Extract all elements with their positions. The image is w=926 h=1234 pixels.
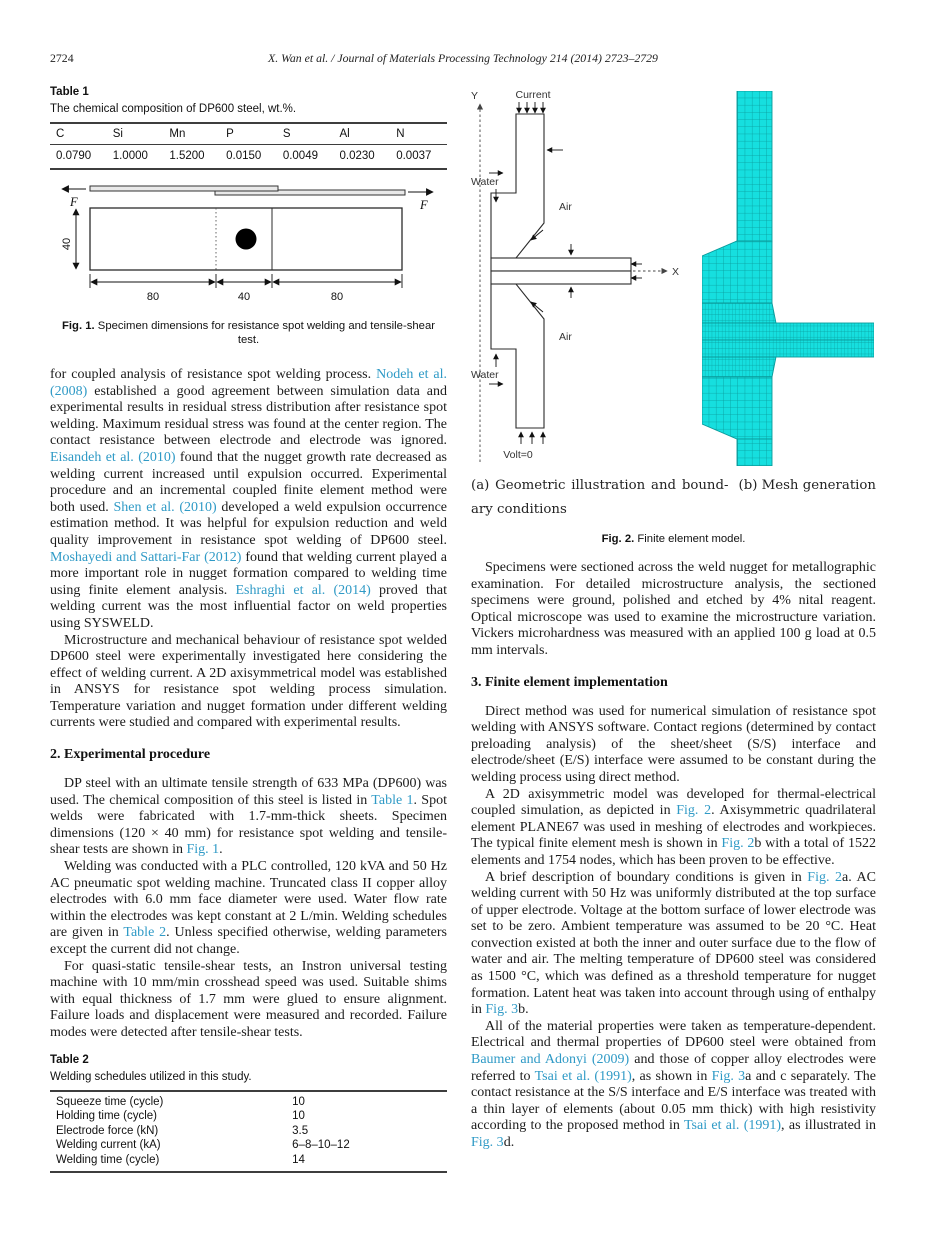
paragraph-exp-2 — [50, 859, 447, 959]
text-run: b with a total of 1522 elements and 1754 nodes, which has been proven to be effective. — [471, 836, 876, 868]
table1-cell: 1.0000 — [112, 150, 148, 162]
section-heading-2: 2. Experimental procedure — [50, 747, 211, 763]
paragraph-specimens: Specimens were sectioned across the weld nugget for metallographic examination. For detailed microstructure analysis, the sectioned specimens were ground, polished and etched by 4% nital reagent. Optical microscope was used to examine the microstructure variation. Vickers microhardness was measured with an applied 100 g load at 0.5 mm intervals. — [471, 560, 876, 658]
table2-param: Welding time (cycle) — [56, 1153, 160, 1166]
table1-cell: 1.5200 — [169, 150, 205, 162]
paragraph-fem-3 — [471, 870, 876, 1019]
table2-row — [50, 1138, 447, 1153]
table2-value: 10 — [292, 1110, 305, 1123]
text-run: found that welding current played a more important role in nugget formation compared to welding time using finite element analysis. — [50, 549, 447, 598]
table2-caption: Welding schedules utilized in this study. — [50, 1070, 252, 1083]
mesh-lower-flange — [702, 377, 772, 439]
citation-link[interactable]: Baumer and Adonyi (2009) — [471, 1052, 630, 1068]
fig2-subcaption-a — [471, 474, 729, 522]
table1-cell: 0.0037 — [396, 150, 432, 162]
fig2-subcaption-a-line1: (a) Geometric illustration and bound- — [471, 478, 729, 493]
text-run: A brief description of boundary conditions is given in — [485, 869, 808, 885]
upper-sheet — [90, 186, 278, 191]
fig2-panel-a — [471, 88, 686, 466]
table2-value: 14 — [292, 1153, 305, 1166]
upper-workpiece-sheet — [491, 258, 631, 271]
text-run: a and c separately. The contact resistance at the S/S interface and E/S interface was treated with a thin layer of elements (about 0.05 mm thick) with high resistivity according to the proposed method in — [471, 1068, 876, 1134]
table2-block — [50, 1054, 447, 1173]
table1-col: Al — [339, 128, 350, 140]
table1-col: S — [282, 128, 291, 140]
fig1-caption-label: Fig. 1. — [62, 320, 95, 332]
fig2-caption-label: Fig. 2. — [601, 533, 635, 545]
lower-workpiece-sheet — [491, 271, 631, 284]
citation-link[interactable]: Eisandeh et al. (2010) — [50, 449, 176, 465]
table2-row — [50, 1124, 447, 1139]
mesh-lower-column — [737, 439, 772, 466]
fig2-subcaption-b: (b) Mesh generation — [738, 478, 876, 493]
fig2-panels — [471, 88, 876, 466]
mesh-upper-column — [737, 91, 772, 242]
table2-param: Welding current (kA) — [56, 1139, 161, 1152]
fig2-caption-text: Finite element model. — [637, 533, 746, 545]
air-label-lower: Air — [559, 331, 572, 343]
dim-label-left: 80 — [146, 291, 160, 303]
dim-label-mid: 40 — [237, 291, 251, 303]
table2-value: 6–8–10–12 — [292, 1139, 350, 1152]
mesh-upper-flange — [702, 241, 772, 303]
running-header — [50, 51, 876, 66]
table2-row — [50, 1109, 447, 1124]
fig2-subcaptions — [471, 474, 876, 522]
text-run: . — [219, 842, 223, 858]
paragraph-intro-1 — [50, 367, 447, 633]
citation-link[interactable]: Tsai et al. (1991) — [683, 1118, 782, 1134]
table2-param: Squeeze time (cycle) — [56, 1095, 164, 1108]
citation-link[interactable]: Fig. 2 — [807, 869, 843, 885]
figure-1 — [50, 182, 447, 347]
mesh-lower-sheet — [702, 340, 874, 357]
text-run: All of the material properties were taken as temperature-dependent. Electrical and thermal properties of DP600 steel were obtained from — [471, 1018, 876, 1051]
weld-nugget-dot — [236, 229, 257, 250]
text-run: A 2D axisymmetric model was developed for thermal-electrical coupled simulation, as depicted in — [471, 786, 876, 819]
volt-label: Volt=0 — [503, 449, 533, 461]
text-run: DP steel with an ultimate tensile strength of 633 MPa (DP600) was used. The chemical composition of this steel is listed in — [50, 776, 447, 808]
citation-link[interactable]: Fig. 3 — [711, 1068, 746, 1084]
lower-electrode-outline — [491, 284, 544, 428]
text-run: , as illustrated in — [781, 1118, 876, 1134]
table1 — [50, 122, 447, 170]
fig1-drawing — [50, 182, 447, 306]
paragraph-fem-1: Direct method was used for numerical simulation of resistance spot welding with ANSYS software. Contact regions (determined by contact preloading analysis) of the sheet/sheet (S/S) interface and electrode/sheet (E/S) interface were assumed to be constant during the welding process using direct method. — [471, 703, 876, 785]
mesh-lower-taper — [702, 357, 776, 377]
figure-2 — [471, 88, 876, 546]
page-number: 2724 — [50, 51, 74, 65]
text-run: , as shown in — [631, 1068, 712, 1084]
text-run: and those of copper alloy electrodes were referred to — [471, 1052, 876, 1084]
text-run: a. AC welding current with 50 Hz was uniformly distributed at the top surface of upper electrode. Voltage at the bottom surface of lower electrode was set to be zero. Ambient temperature was assumed to be 20 °C. Heat convection existed at both the inner and outer surface due to the flow of water and air. The melting temperature of DP600 steel was considered as 1500 °C, which was defined as a threshold temperature for nugget formation. Latent heat was taken into account through using of enthalpy in — [471, 869, 876, 1018]
y-axis-label: Y — [471, 90, 479, 102]
text-run: . Unless specified otherwise, welding parameters except the current did not change. — [50, 925, 447, 957]
table1-col: Mn — [169, 128, 186, 140]
citation-link[interactable]: Table 2 — [123, 925, 167, 941]
air-label-upper: Air — [559, 201, 572, 213]
table2-param: Electrode force (kN) — [56, 1124, 159, 1137]
citation-link[interactable]: Fig. 2 — [676, 803, 712, 819]
force-label-left: F — [70, 195, 78, 209]
water-label-lower: Water — [471, 369, 499, 381]
table1-block — [50, 86, 447, 170]
text-run: . Axisymmetric quadrilateral element PLANE67 was used in meshing of electrodes and workpieces. The typical finite element mesh is shown in — [471, 803, 876, 852]
table1-header-row — [50, 123, 447, 145]
paragraph-exp-1 — [50, 776, 447, 859]
citation-link[interactable]: Fig. 1 — [186, 842, 220, 858]
table2-value: 3.5 — [292, 1124, 309, 1137]
paragraph-exp-3: For quasi-static tensile-shear tests, an Instron universal testing machine with 10 mm/min crosshead speed was used. Suitable shims with equal thickness of 1.7 mm were glued to ensure alignment. Failure loads and displacement were measured and recorded. Failure modes were detected after tensile-shear tests. — [50, 958, 447, 1040]
force-label-right: F — [420, 198, 428, 212]
table2-row — [50, 1091, 447, 1110]
mesh-upper-taper — [702, 303, 776, 323]
paragraph-fem-4 — [471, 1019, 876, 1152]
left-column — [50, 86, 447, 1173]
x-axis-label: X — [672, 266, 680, 278]
table2 — [50, 1090, 447, 1173]
fig2-subcaption-a-line2: ary conditions — [471, 502, 567, 517]
fig2-caption — [471, 532, 876, 546]
citation-link[interactable]: Fig. 2 — [721, 836, 755, 852]
citation-link[interactable]: Moshayedi and Sattari-Far (2012) — [50, 549, 242, 565]
citation-link[interactable]: Tsai et al. (1991) — [534, 1068, 632, 1084]
height-dim-label: 40 — [61, 237, 73, 251]
table1-cell: 0.0790 — [56, 150, 92, 162]
table1-col: Si — [112, 128, 123, 140]
table1-cell: 0.0230 — [339, 150, 375, 162]
text-run: proved that welding current was the most influential factor on weld properties using SYSWELD. — [50, 582, 448, 631]
two-column-body — [50, 86, 876, 1173]
text-run: developed a weld expulsion occurrence estimation method. It was helpful for expulsion reduction and weld quality improvement in resistance spot welding of DP600 steel. — [50, 499, 448, 548]
citation-link[interactable]: Fig. 3 — [471, 1135, 504, 1150]
upper-electrode-outline — [491, 114, 544, 258]
table2-label: Table 2 — [50, 1053, 89, 1066]
table1-value-row — [50, 145, 447, 170]
table1-label: Table 1 — [50, 86, 89, 98]
citation-link[interactable]: Shen et al. (2010) — [113, 499, 217, 515]
citation-link[interactable]: Table 1 — [371, 792, 414, 808]
text-run: established a good agreement between simulation data and experimental results in residual stress distribution after resistance spot welding. Maximum residual stress was found at the center region. The contact resistance between electrode and electrode was ignored. — [50, 383, 447, 449]
fig1-caption-text: Specimen dimensions for resistance spot welding and tensile-shear test. — [97, 320, 435, 346]
citation-link[interactable]: Eshraghi et al. (2014) — [235, 582, 371, 598]
table2-value: 10 — [292, 1095, 305, 1108]
paragraph-fem-2 — [471, 787, 876, 870]
table1-caption: The chemical composition of DP600 steel, wt.%. — [50, 103, 297, 115]
running-head-text: X. Wan et al. / Journal of Materials Processing Technology 214 (2014) 2723–2729 — [268, 51, 658, 65]
dim-label-right: 80 — [330, 291, 344, 303]
table2-row — [50, 1153, 447, 1172]
citation-link[interactable]: Nodeh et al. (2008) — [50, 367, 448, 399]
table1-col: P — [226, 128, 234, 140]
right-column — [471, 86, 876, 1173]
water-label-upper: Water — [471, 176, 499, 188]
text-run: . Spot welds were fabricated with 1.7-mm-thick sheets. Specimen dimensions (120 × 40 mm) for resistance spot welding and tensile-shear tests are shown in — [50, 792, 447, 858]
citation-link[interactable]: Fig. 3 — [485, 1002, 519, 1018]
table1-col: C — [56, 128, 65, 140]
fig1-caption — [50, 319, 447, 347]
text-run: d. — [503, 1135, 515, 1150]
current-label: Current — [515, 89, 551, 101]
table1-cell: 0.0049 — [282, 150, 318, 162]
text-run: found that the nugget growth rate decreased as welding current increased until expulsion occurred. Experimental procedure and an incremental coupled finite element method were both used. — [50, 449, 447, 515]
mesh-upper-sheet — [702, 323, 874, 340]
fig2-panel-b — [702, 91, 874, 466]
text-run: Welding was conducted with a PLC controlled, 120 kVA and 50 Hz AC pneumatic spot welding machine. Truncated class II copper alloy electrodes with 6.0 mm face diameter were used. Water flow rate within the electrodes was kept constant at 2 L/min. Welding schedules are given in — [50, 859, 447, 941]
table1-col: N — [396, 128, 405, 140]
section-heading-3: 3. Finite element implementation — [471, 674, 668, 690]
table2-param: Holding time (cycle) — [56, 1110, 157, 1123]
paragraph-intro-2: Microstructure and mechanical behaviour of resistance spot welded DP600 steel were experimentally investigated here considering the effect of welding current. A 2D axisymmetrical model was established in ANSYS for resistance spot welding process simulation. Temperature variation and nugget formation under different welding currents were studied and compared with experimental results. — [50, 632, 447, 731]
table1-cell: 0.0150 — [226, 150, 262, 162]
text-run: for coupled analysis of resistance spot welding process. — [50, 367, 377, 382]
text-run: b. — [518, 1002, 529, 1018]
